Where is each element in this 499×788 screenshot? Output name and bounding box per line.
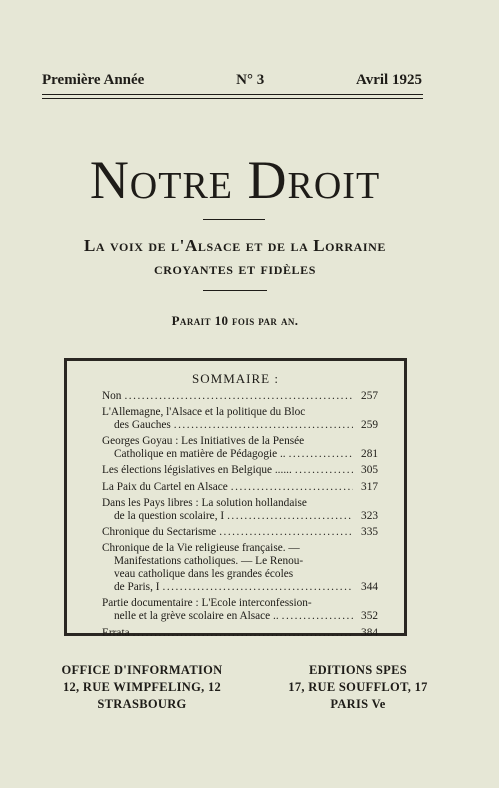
dot-leader xyxy=(124,390,353,403)
contents-entry-text: nelle et la grève scolaire en Alsace .. xyxy=(114,610,279,623)
contents-entry-line xyxy=(102,390,378,403)
contents-entry-line xyxy=(102,419,378,432)
table-of-contents xyxy=(102,390,378,643)
address-line: OFFICE D'INFORMATION xyxy=(61,663,223,677)
contents-entry xyxy=(102,627,378,640)
page-number: 335 xyxy=(361,525,378,538)
title-divider xyxy=(203,219,265,220)
contents-entry-line xyxy=(102,610,378,623)
address-line: 12, RUE WIMPFELING, 12 xyxy=(62,680,222,694)
dot-leader xyxy=(174,419,353,432)
header-rule xyxy=(42,94,423,99)
contents-entry-line xyxy=(102,526,378,539)
contents-entry xyxy=(102,497,378,523)
contents-entry-line xyxy=(102,597,378,610)
contents-entry-text: veau catholique dans les grandes écoles xyxy=(114,568,294,581)
contents-entry xyxy=(102,435,378,461)
contents-entry-text: Georges Goyau : Les Initiatives de la Pensée xyxy=(102,435,305,448)
contents-entry xyxy=(102,406,378,432)
address-line: PARIS Ve xyxy=(330,697,386,711)
page-number: 317 xyxy=(361,480,378,493)
contents-entry xyxy=(102,542,378,594)
subtitle-line: croyantes et fidèles xyxy=(153,259,317,278)
contents-heading: SOMMAIRE : xyxy=(192,371,279,386)
contents-entry-text: Les élections législatives en Belgique ...... xyxy=(102,464,292,477)
contents-entry-line xyxy=(102,555,378,568)
contents-entry-line xyxy=(102,581,378,594)
contents-entry xyxy=(102,464,378,477)
page-number: 259 xyxy=(361,419,378,432)
dot-leader xyxy=(227,510,353,523)
page-number: 344 xyxy=(361,581,378,594)
contents-entry-text: des Gauches xyxy=(114,419,171,432)
contents-entry-text: Partie documentaire : L'Ecole interconfession- xyxy=(102,597,312,610)
contents-entry-text: Dans les Pays libres : La solution hollandaise xyxy=(102,496,307,509)
contents-entry xyxy=(102,390,378,403)
contents-entry-line xyxy=(102,406,378,419)
address-line: STRASBOURG xyxy=(97,697,187,711)
contents-entry-text: Catholique en matière de Pédagogie .. xyxy=(114,448,286,461)
dot-leader xyxy=(231,481,353,494)
contents-entry xyxy=(102,481,378,494)
contents-entry xyxy=(102,597,378,623)
contents-entry-line xyxy=(102,481,378,494)
dot-leader xyxy=(289,448,353,461)
contents-entry-text: Non xyxy=(102,390,122,402)
contents-entry-line xyxy=(102,435,378,448)
page-number: 384 xyxy=(361,626,378,639)
contents-entry-text: de la question scolaire, I xyxy=(114,509,225,522)
page-number: 323 xyxy=(361,509,378,522)
subtitle-divider xyxy=(203,290,267,291)
issue-number: N° 3 xyxy=(236,72,265,88)
contents-entry-text: Errata xyxy=(102,626,130,639)
contents-entry-line xyxy=(102,510,378,523)
address-line: EDITIONS SPES xyxy=(308,663,408,677)
address-line: 17, RUE SOUFFLOT, 17 xyxy=(288,680,428,694)
issue-date: Avril 1925 xyxy=(356,72,422,88)
page-number: 257 xyxy=(361,390,378,402)
journal-subtitle xyxy=(0,234,470,280)
subtitle-line: La voix de l'Alsace et de la Lorraine xyxy=(83,236,387,255)
contents-entry-text: Chronique du Sectarisme xyxy=(102,525,217,538)
contents-entry-line xyxy=(102,448,378,461)
page-number: 352 xyxy=(361,610,378,623)
dot-leader xyxy=(282,610,353,623)
year-label: Première Année xyxy=(42,72,145,88)
journal-title: Notre Droit xyxy=(89,150,381,210)
dot-leader xyxy=(295,464,353,477)
contents-entry-text: de Paris, I xyxy=(114,581,160,594)
page-number: 281 xyxy=(361,448,378,461)
publisher-editions xyxy=(268,662,448,713)
contents-entry-line xyxy=(102,464,378,477)
contents-entry-text: Chronique de la Vie religieuse française. — xyxy=(102,541,300,554)
contents-entry xyxy=(102,526,378,539)
page-number: 305 xyxy=(361,464,378,477)
contents-entry-line xyxy=(102,542,378,555)
publisher-office xyxy=(52,662,232,713)
contents-entry-text: La Paix du Cartel en Alsace xyxy=(102,480,228,493)
publication-frequency: Parait 10 fois par an. xyxy=(171,313,299,328)
contents-entry-line xyxy=(102,627,378,640)
contents-entry-line xyxy=(102,497,378,510)
dot-leader xyxy=(133,627,353,640)
dot-leader xyxy=(163,581,354,594)
contents-entry-text: L'Allemagne, l'Alsace et la politique du Bloc xyxy=(102,406,306,419)
contents-entry-text: Manifestations catholiques. — Le Renou- xyxy=(114,555,304,568)
dot-leader xyxy=(219,526,353,539)
issue-header xyxy=(42,72,422,89)
contents-entry-line xyxy=(102,568,378,581)
